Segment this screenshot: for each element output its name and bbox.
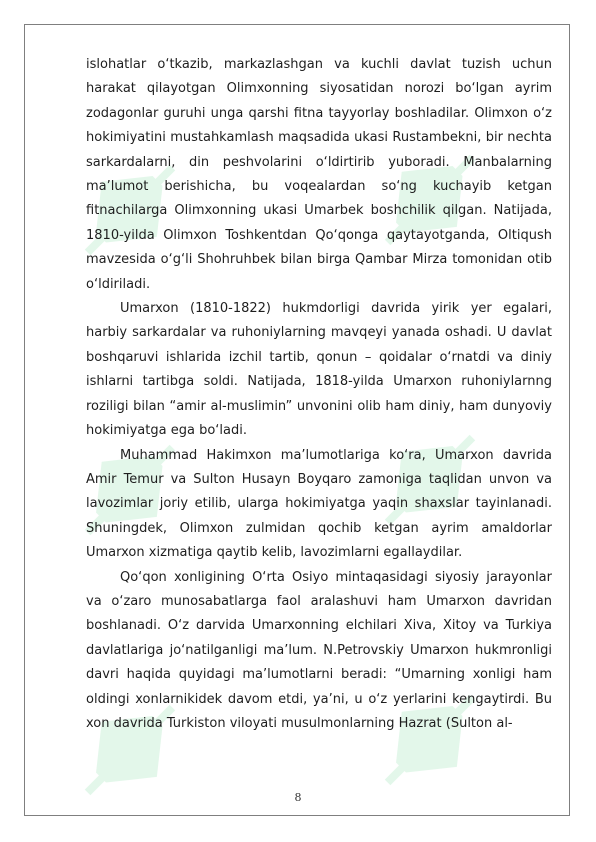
document-body [86,53,552,736]
paragraph-umarxon-reign: Umarxon (1810-1822) hukmdorligi davrida yirik yer egalari, harbiy sarkardalar va ruhoniylarning mavqeyi yanada oshadi. U davlat boshqaruvi ishlarida izchil tartib, qonun – qoidalar o‘rnatdi va diniy ishlarni tartibga soldi. Natijada, 1818-yilda Umarxon ruhoniylarnng roziligi bilan “amir al-muslimin” unvonini olib ham diniy, ham dunyoviy hokimiyatga ega bo‘ladi. [86,301,552,439]
paragraph-hakimxon-info: Muhammad Hakimxon ma’lumotlariga ko‘ra, Umarxon davrida Amir Temur va Sulton Husayn Boyqaro zamoniga taqlidan unvon va lavozimlar joriy etilib, ularga hokimiyatga yaqin shaxslar tayinlanadi. Shuningdek, Olimxon zulmidan qochib ketgan ayrim amaldorlar Umarxon xizmatiga qaytib kelib, lavozimlarni egallaydilar. [86,447,552,561]
paragraph-foreign-relations: Qo‘qon xonligining O‘rta Osiyo mintaqasidagi siyosiy jarayonlar va o‘zaro munosabatlarga faol aralashuvi ham Umarxon davridan boshlanadi. O‘z darvida Umarxonning elchilari Xiva, Xitoy va Turkiya davlatlariga jo‘natilganligi ma’lum. N.Petrovskiy Umarxon hukmronligi davri haqida quyidagi ma’lumotlarni beradi: “Umarning xonligi ham oldingi xonlarnikidek davom etdi, ya’ni, u o‘z yerlarini kengaytirdi. Bu xon davrida Turkiston viloyati musulmonlarning Hazrat (Sulton al- [86,569,552,731]
page-number: 8 [294,791,302,804]
paragraph-continuation: islohatlar o‘tkazib, markazlashgan va kuchli davlat tuzish uchun harakat qilayotgan Olimxonning siyosatidan norozi bo‘lgan ayrim zodagonlar guruhi unga qarshi fitna tayyorlay boshladilar. Olimxon o‘z hokimiyatini mustahkamlash maqsadida ukasi Rustambekni, bir nechta sarkardalarni, din peshvolarini o‘ldirtirib yuboradi. Manbalarning ma’lumot berishicha, bu voqealardan so‘ng kuchayib ketgan fitnachilarga Olimxonning ukasi Umarbek boshchilik qilgan. Natijada, 1810-yilda Olimxon Toshkentdan Qo‘qonga qaytayotganda, Oltiqush mavzesida o‘g‘li Shohruhbek bilan birga Qambar Mirza tomonidan otib o‘ldiriladi. [86,57,552,292]
